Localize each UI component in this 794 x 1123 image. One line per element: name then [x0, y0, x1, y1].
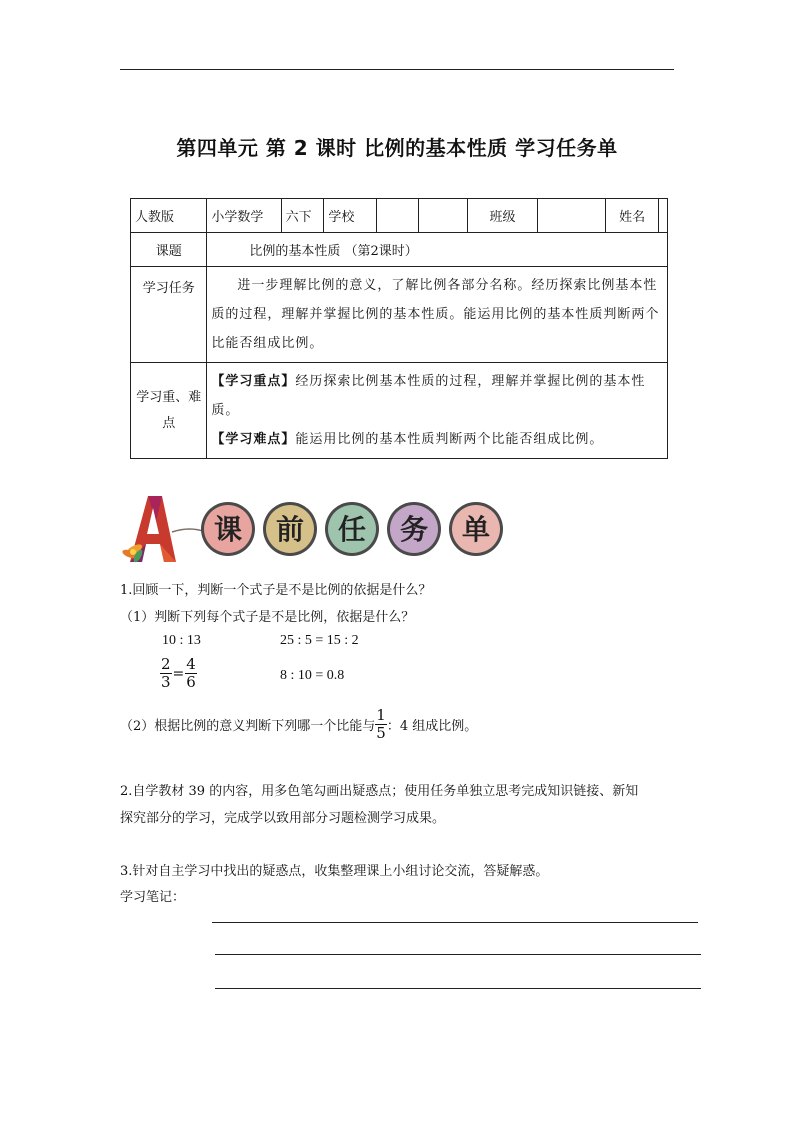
topic-value: 比例的基本性质 （第2课时）	[207, 233, 668, 267]
banner-char-2	[325, 502, 379, 556]
expression-c: $\frac{2}{3}$ = $\frac{4}{6}$	[161, 655, 196, 691]
school-label: 学校	[324, 199, 377, 233]
header-rule	[120, 69, 674, 70]
banner-char-0	[201, 502, 255, 556]
banner-char-4	[449, 502, 503, 556]
subject-cell: 小学数学	[207, 199, 281, 233]
key-point-text: 经历探索比例基本性质的过程，理解并掌握比例的基本性质。	[211, 374, 646, 418]
expression-d: 8 : 10 = 0.8	[280, 668, 345, 683]
fraction: $\frac{1}{5}$	[376, 706, 386, 742]
task-label: 学习任务	[131, 267, 207, 363]
table-row	[131, 199, 668, 233]
class-value-cell[interactable]	[538, 199, 606, 233]
fraction: $\frac{2}{3}$	[161, 655, 171, 691]
question-1-sub-1: （1）判断下列每个式子是不是比例，依据是什么？	[120, 610, 415, 625]
banner-char-3	[387, 502, 441, 556]
banner-char-1	[263, 502, 317, 556]
grade-cell: 六下	[281, 199, 324, 233]
banner-char-text: 课	[213, 513, 243, 546]
publisher-cell: 人教版	[131, 199, 207, 233]
table-row	[131, 267, 668, 363]
table-row	[131, 363, 668, 459]
page-title: 第四单元 第 2 课时 比例的基本性质 学习任务单	[176, 136, 618, 160]
school-value-cell-2[interactable]	[419, 199, 467, 233]
difficult-text: 能运用比例的基本性质判断两个比能否组成比例。	[295, 432, 604, 447]
table-row	[131, 233, 668, 267]
key-label: 学习重、难点	[131, 363, 207, 459]
expression-b: 25 : 5 = 15 : 2	[280, 633, 359, 648]
class-label: 班级	[467, 199, 537, 233]
key-points-cell	[207, 363, 668, 459]
name-label: 姓名	[606, 199, 659, 233]
pre-class-task-banner	[120, 492, 491, 566]
difficult-point	[211, 425, 663, 454]
question-3: 3.针对自主学习中找出的疑惑点，收集整理课上小组讨论交流，答疑解惑。	[120, 864, 549, 879]
banner-char-text: 前	[275, 513, 305, 546]
key-point-tag: 【学习重点】	[211, 374, 296, 389]
fraction: $\frac{4}{6}$	[186, 655, 196, 691]
question-1-sub-2: （2）根据比例的意义判断下列哪一个比能与 $\frac{1}{5}$ ：4 组成比例。	[120, 706, 478, 742]
banner-chars	[201, 502, 503, 556]
expression-a: 10 : 13	[162, 633, 201, 648]
question-1: 1.回顾一下，判断一个式子是不是比例的依据是什么？	[120, 583, 432, 598]
question-2-line-1: 2.自学教材 39 的内容，用多色笔勾画出疑惑点；使用任务单独立思考完成知识链接、新知	[120, 784, 639, 799]
school-value-cell[interactable]	[376, 199, 419, 233]
topic-label: 课题	[131, 233, 207, 267]
banner-char-text: 任	[337, 513, 367, 546]
info-table	[130, 198, 668, 459]
key-point	[211, 367, 663, 425]
task-text: 进一步理解比例的意义，了解比例各部分名称。经历探索比例基本性质的过程，理解并掌握比例的基本性质。能运用比例的基本性质判断两个比能否组成比例。	[207, 267, 668, 363]
name-value-cell[interactable]	[659, 199, 668, 233]
note-line[interactable]	[215, 954, 701, 955]
note-line[interactable]	[212, 922, 698, 923]
banner-char-text: 务	[399, 513, 429, 546]
note-line[interactable]	[215, 988, 701, 989]
banner-char-text: 单	[461, 513, 491, 546]
question-2-line-2: 探究部分的学习，完成学以致用部分习题检测学习成果。	[120, 811, 446, 826]
notes-label: 学习笔记：	[120, 890, 186, 905]
difficult-tag: 【学习难点】	[211, 432, 296, 447]
